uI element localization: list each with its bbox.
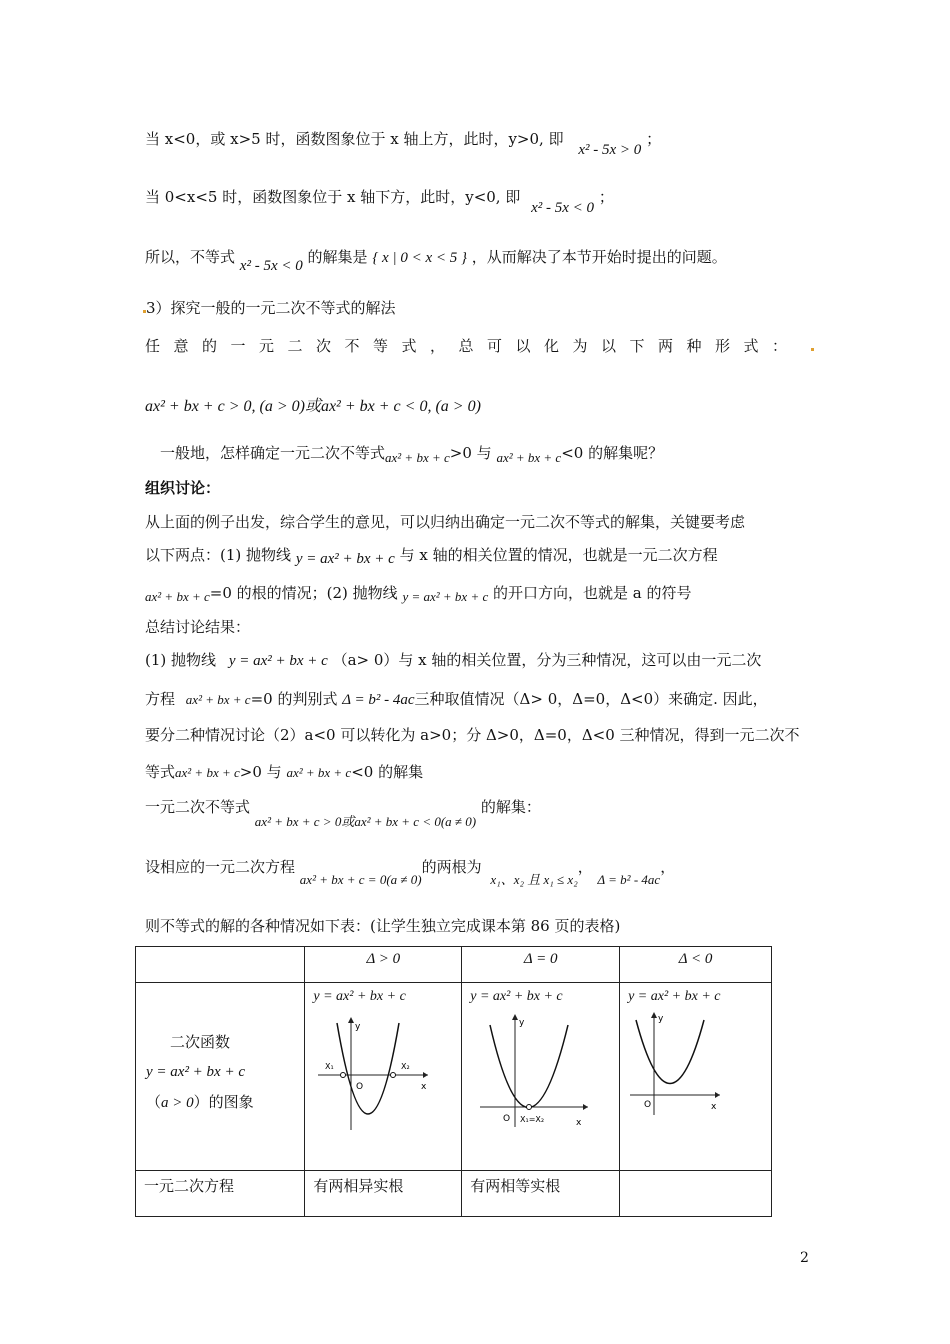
parabola-graph-two-roots	[313, 1005, 433, 1135]
text-line-10: 以下两点：(1) 抛物线 y = ax² + bx + c 与 x 轴的相关位置的情况，也就是一元二次方程	[145, 546, 718, 567]
text-line-2: 当 0<x<5 时，函数图象位于 x 轴下方，此时，y<0, 即 x² - 5x < 0 ；	[145, 188, 614, 216]
origin-label: O	[503, 1114, 511, 1124]
edit-mark	[811, 348, 814, 351]
y-axis-label: y	[519, 1018, 525, 1028]
y-axis-label: y	[355, 1022, 361, 1032]
text-line-18: 设相应的一元二次方程 ax² + bx + c = 0(a ≠ 0)的两根为 x₁、x₂ 且 x₁ ≤ x₂， Δ = b² - 4ac，	[145, 858, 676, 887]
x-axis-label: x	[576, 1118, 582, 1128]
row-label-quadratic-equation: 一元二次方程	[136, 1171, 305, 1217]
discussion-heading: 组织讨论：	[145, 479, 221, 497]
table-row-equation	[136, 1171, 772, 1217]
parabola-graph-double-root	[470, 1005, 590, 1135]
text-line-9: 从上面的例子出发，综合学生的意见，可以归纳出确定一元二次不等式的解集，关键要考虑	[145, 513, 746, 531]
parabola-curve	[490, 1025, 568, 1108]
table-cell	[620, 1171, 772, 1217]
table-header-row	[136, 947, 772, 983]
table-header-cell: Δ > 0	[305, 947, 462, 983]
table-row-graph	[136, 983, 772, 1171]
table-cell: 有两相等实根	[462, 1171, 620, 1217]
root-point-x2	[391, 1073, 396, 1078]
page-number: 2	[800, 1250, 809, 1266]
inequality-forms: ax² + bx + c > 0, (a > 0)或ax² + bx + c < 0, (a > 0)	[145, 398, 481, 415]
parabola-curve	[636, 1020, 704, 1084]
x-axis-label: x	[711, 1102, 717, 1112]
text-line-13: (1) 抛物线 y = ax² + bx + c （a> 0）与 x 轴的相关位置，分为三种情况，这可以由一元二次	[145, 651, 762, 669]
text-line-5: 任意的一元二次不等式，总可以化为以下两种形式：	[145, 335, 814, 357]
table-header-cell	[136, 947, 305, 983]
y-axis-label: y	[658, 1014, 664, 1024]
text-line-3: 所以，不等式 x² - 5x < 0 的解集是 { x | 0 < x < 5 } ，从而解决了本节开始时提出的问题。	[145, 248, 727, 274]
parabola-curve	[337, 1023, 399, 1114]
graph-cell-negative: y = ax² + bx + c y x O	[620, 983, 772, 1171]
table-header-cell: Δ = 0	[462, 947, 620, 983]
table-header-cell: Δ < 0	[620, 947, 772, 983]
text-line-16: 等式ax² + bx + c>0 与 ax² + bx + c<0 的解集	[145, 763, 424, 781]
parabola-graph-no-roots	[628, 1005, 748, 1135]
text-line-19: 则不等式的解的各种情况如下表：(让学生独立完成课本第 86 页的表格)	[145, 917, 621, 935]
graph-cell-zero: y = ax² + bx + c y x O X₁=X₂	[462, 983, 620, 1171]
double-root-point	[527, 1105, 532, 1110]
x-axis-label: x	[421, 1082, 427, 1092]
text-line-11: ax² + bx + c=0 的根的情况；(2) 抛物线 y = ax² + bx + c 的开口方向，也就是 a 的符号	[145, 584, 692, 604]
double-root-label: X₁=X₂	[520, 1115, 545, 1124]
root-point-x1	[341, 1073, 346, 1078]
text-line-17: 一元二次不等式 ax² + bx + c > 0或ax² + bx + c < 0(a ≠ 0) 的解集：	[145, 798, 541, 829]
table-cell: 有两相异实根	[305, 1171, 462, 1217]
graph-cell-positive: y = ax² + bx + c y x O X₁ X₂	[305, 983, 462, 1171]
y-axis-arrow	[348, 1017, 354, 1023]
text-line-14: 方程 ax² + bx + c=0 的判别式 Δ = b² - 4ac三种取值情况（Δ> 0，Δ=0，Δ<0）来确定. 因此，	[145, 690, 768, 708]
section-heading-3: 3）探究一般的一元二次不等式的解法	[143, 297, 396, 319]
x-axis-arrow	[715, 1092, 720, 1098]
root-label-x1: X₁	[325, 1062, 335, 1071]
row-label-quadratic-function: 二次函数 y = ax² + bx + c （a > 0）的图象	[136, 983, 305, 1171]
y-axis-arrow	[651, 1012, 657, 1018]
origin-label: O	[644, 1100, 652, 1110]
text-line-15: 要分二种情况讨论（2）a<0 可以转化为 a>0；分 Δ>0，Δ=0，Δ<0 三种情况，得到一元二次不	[145, 726, 800, 744]
origin-label: O	[356, 1082, 364, 1092]
text-line-7: 一般地，怎样确定一元二次不等式ax² + bx + c>0 与 ax² + bx + c<0 的解集呢？	[160, 444, 664, 465]
x-axis-arrow	[583, 1104, 588, 1110]
x-axis-arrow	[423, 1072, 428, 1078]
text-line-1: 当 x<0，或 x>5 时，函数图象位于 x 轴上方，此时，y>0, 即 x² - 5x > 0 ；	[145, 130, 662, 158]
text-line-12: 总结讨论结果：	[145, 618, 251, 636]
y-axis-arrow	[512, 1014, 518, 1020]
solution-table	[135, 946, 772, 1217]
root-label-x2: X₂	[401, 1062, 411, 1071]
